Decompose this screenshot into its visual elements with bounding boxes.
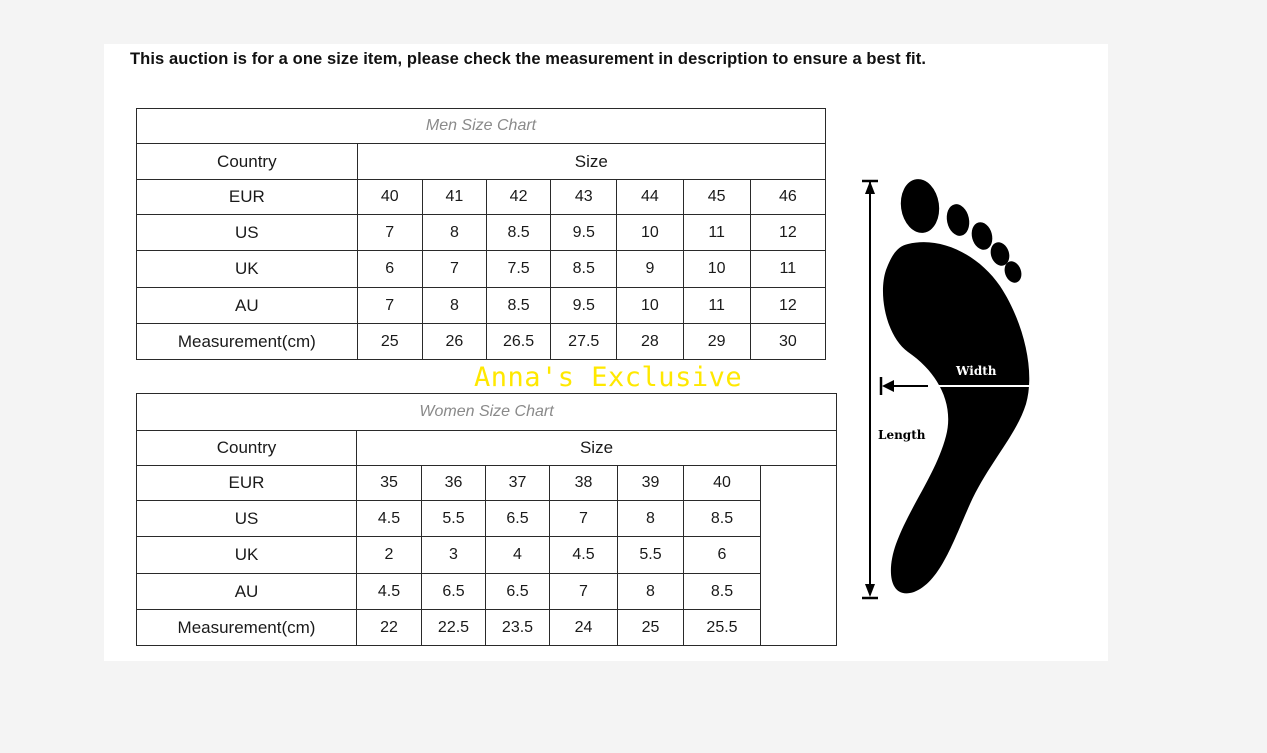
size-cell: 25.5	[684, 610, 761, 646]
table-row	[137, 574, 837, 610]
size-cell: 12	[750, 215, 825, 251]
size-chart-card	[104, 44, 1108, 661]
size-cell: 6.5	[422, 574, 486, 610]
size-cell: 42	[486, 180, 550, 215]
row-label: US	[137, 501, 357, 537]
size-cell: 4	[486, 537, 550, 574]
row-label: US	[137, 215, 358, 251]
size-cell: 3	[422, 537, 486, 574]
table-row	[137, 215, 826, 251]
size-cell: 9	[617, 251, 683, 288]
size-cell: 36	[422, 466, 486, 501]
size-cell: 37	[486, 466, 550, 501]
row-label: AU	[137, 288, 358, 324]
size-cell: 5.5	[422, 501, 486, 537]
row-label: Measurement(cm)	[137, 324, 358, 360]
size-cell: 11	[683, 288, 750, 324]
size-cell: 11	[683, 215, 750, 251]
table-row	[137, 180, 826, 215]
table-row	[137, 501, 837, 537]
size-cell: 12	[750, 288, 825, 324]
row-label: Measurement(cm)	[137, 610, 357, 646]
size-cell: 25	[357, 324, 422, 360]
size-cell: 29	[683, 324, 750, 360]
women-country-header: Country	[137, 431, 357, 466]
size-cell: 45	[683, 180, 750, 215]
size-cell: 30	[750, 324, 825, 360]
size-cell: 23.5	[486, 610, 550, 646]
table-row	[137, 251, 826, 288]
size-cell: 26.5	[486, 324, 550, 360]
row-label: UK	[137, 251, 358, 288]
size-cell: 8.5	[486, 215, 550, 251]
size-cell: 46	[750, 180, 825, 215]
empty-cell	[761, 574, 837, 610]
size-cell: 8.5	[684, 501, 761, 537]
size-cell: 8	[422, 215, 486, 251]
size-cell: 10	[617, 288, 683, 324]
empty-cell	[761, 501, 837, 537]
men-size-chart	[136, 108, 826, 360]
size-cell: 10	[683, 251, 750, 288]
size-cell: 2	[357, 537, 422, 574]
size-cell: 8.5	[551, 251, 617, 288]
table-row	[137, 610, 837, 646]
size-cell: 6.5	[486, 501, 550, 537]
size-cell: 8	[618, 501, 684, 537]
row-label: UK	[137, 537, 357, 574]
size-cell: 27.5	[551, 324, 617, 360]
size-cell: 6	[357, 251, 422, 288]
table-row	[137, 288, 826, 324]
empty-cell	[761, 466, 837, 501]
notice-text: This auction is for a one size item, please check the measurement in description to ensure a best fit.	[130, 50, 927, 68]
size-cell: 41	[422, 180, 486, 215]
women-size-header: Size	[357, 431, 837, 466]
men-chart-title: Men Size Chart	[137, 109, 826, 144]
size-cell: 6.5	[486, 574, 550, 610]
size-cell: 7.5	[486, 251, 550, 288]
size-cell: 40	[684, 466, 761, 501]
size-cell: 8.5	[486, 288, 550, 324]
table-row	[137, 466, 837, 501]
size-cell: 4.5	[357, 501, 422, 537]
size-cell: 40	[357, 180, 422, 215]
size-cell: 7	[357, 288, 422, 324]
foot-measurement-diagram	[850, 174, 1060, 604]
size-cell: 25	[618, 610, 684, 646]
row-label: AU	[137, 574, 357, 610]
size-cell: 35	[357, 466, 422, 501]
size-cell: 43	[551, 180, 617, 215]
size-cell: 8	[422, 288, 486, 324]
size-cell: 7	[357, 215, 422, 251]
women-chart-title: Women Size Chart	[137, 394, 837, 431]
size-cell: 4.5	[357, 574, 422, 610]
size-cell: 24	[550, 610, 618, 646]
men-country-header: Country	[137, 144, 358, 180]
size-cell: 8.5	[684, 574, 761, 610]
size-cell: 38	[550, 466, 618, 501]
size-cell: 8	[618, 574, 684, 610]
size-cell: 7	[550, 501, 618, 537]
size-cell: 10	[617, 215, 683, 251]
size-cell: 6	[684, 537, 761, 574]
size-cell: 28	[617, 324, 683, 360]
watermark-text: Anna's Exclusive	[474, 362, 743, 393]
women-size-chart	[136, 393, 837, 646]
empty-cell	[761, 537, 837, 574]
length-label: Length	[878, 428, 926, 442]
row-label: EUR	[137, 466, 357, 501]
size-cell: 9.5	[551, 215, 617, 251]
size-cell: 7	[422, 251, 486, 288]
table-row	[137, 324, 826, 360]
size-cell: 44	[617, 180, 683, 215]
size-cell: 22.5	[422, 610, 486, 646]
size-cell: 26	[422, 324, 486, 360]
table-row	[137, 537, 837, 574]
size-cell: 22	[357, 610, 422, 646]
size-cell: 4.5	[550, 537, 618, 574]
row-label: EUR	[137, 180, 358, 215]
men-size-header: Size	[357, 144, 825, 180]
foot-icon	[850, 174, 1060, 604]
empty-cell	[761, 610, 837, 646]
width-label: Width	[956, 364, 997, 378]
size-cell: 39	[618, 466, 684, 501]
size-cell: 5.5	[618, 537, 684, 574]
size-cell: 7	[550, 574, 618, 610]
size-cell: 11	[750, 251, 825, 288]
size-cell: 9.5	[551, 288, 617, 324]
